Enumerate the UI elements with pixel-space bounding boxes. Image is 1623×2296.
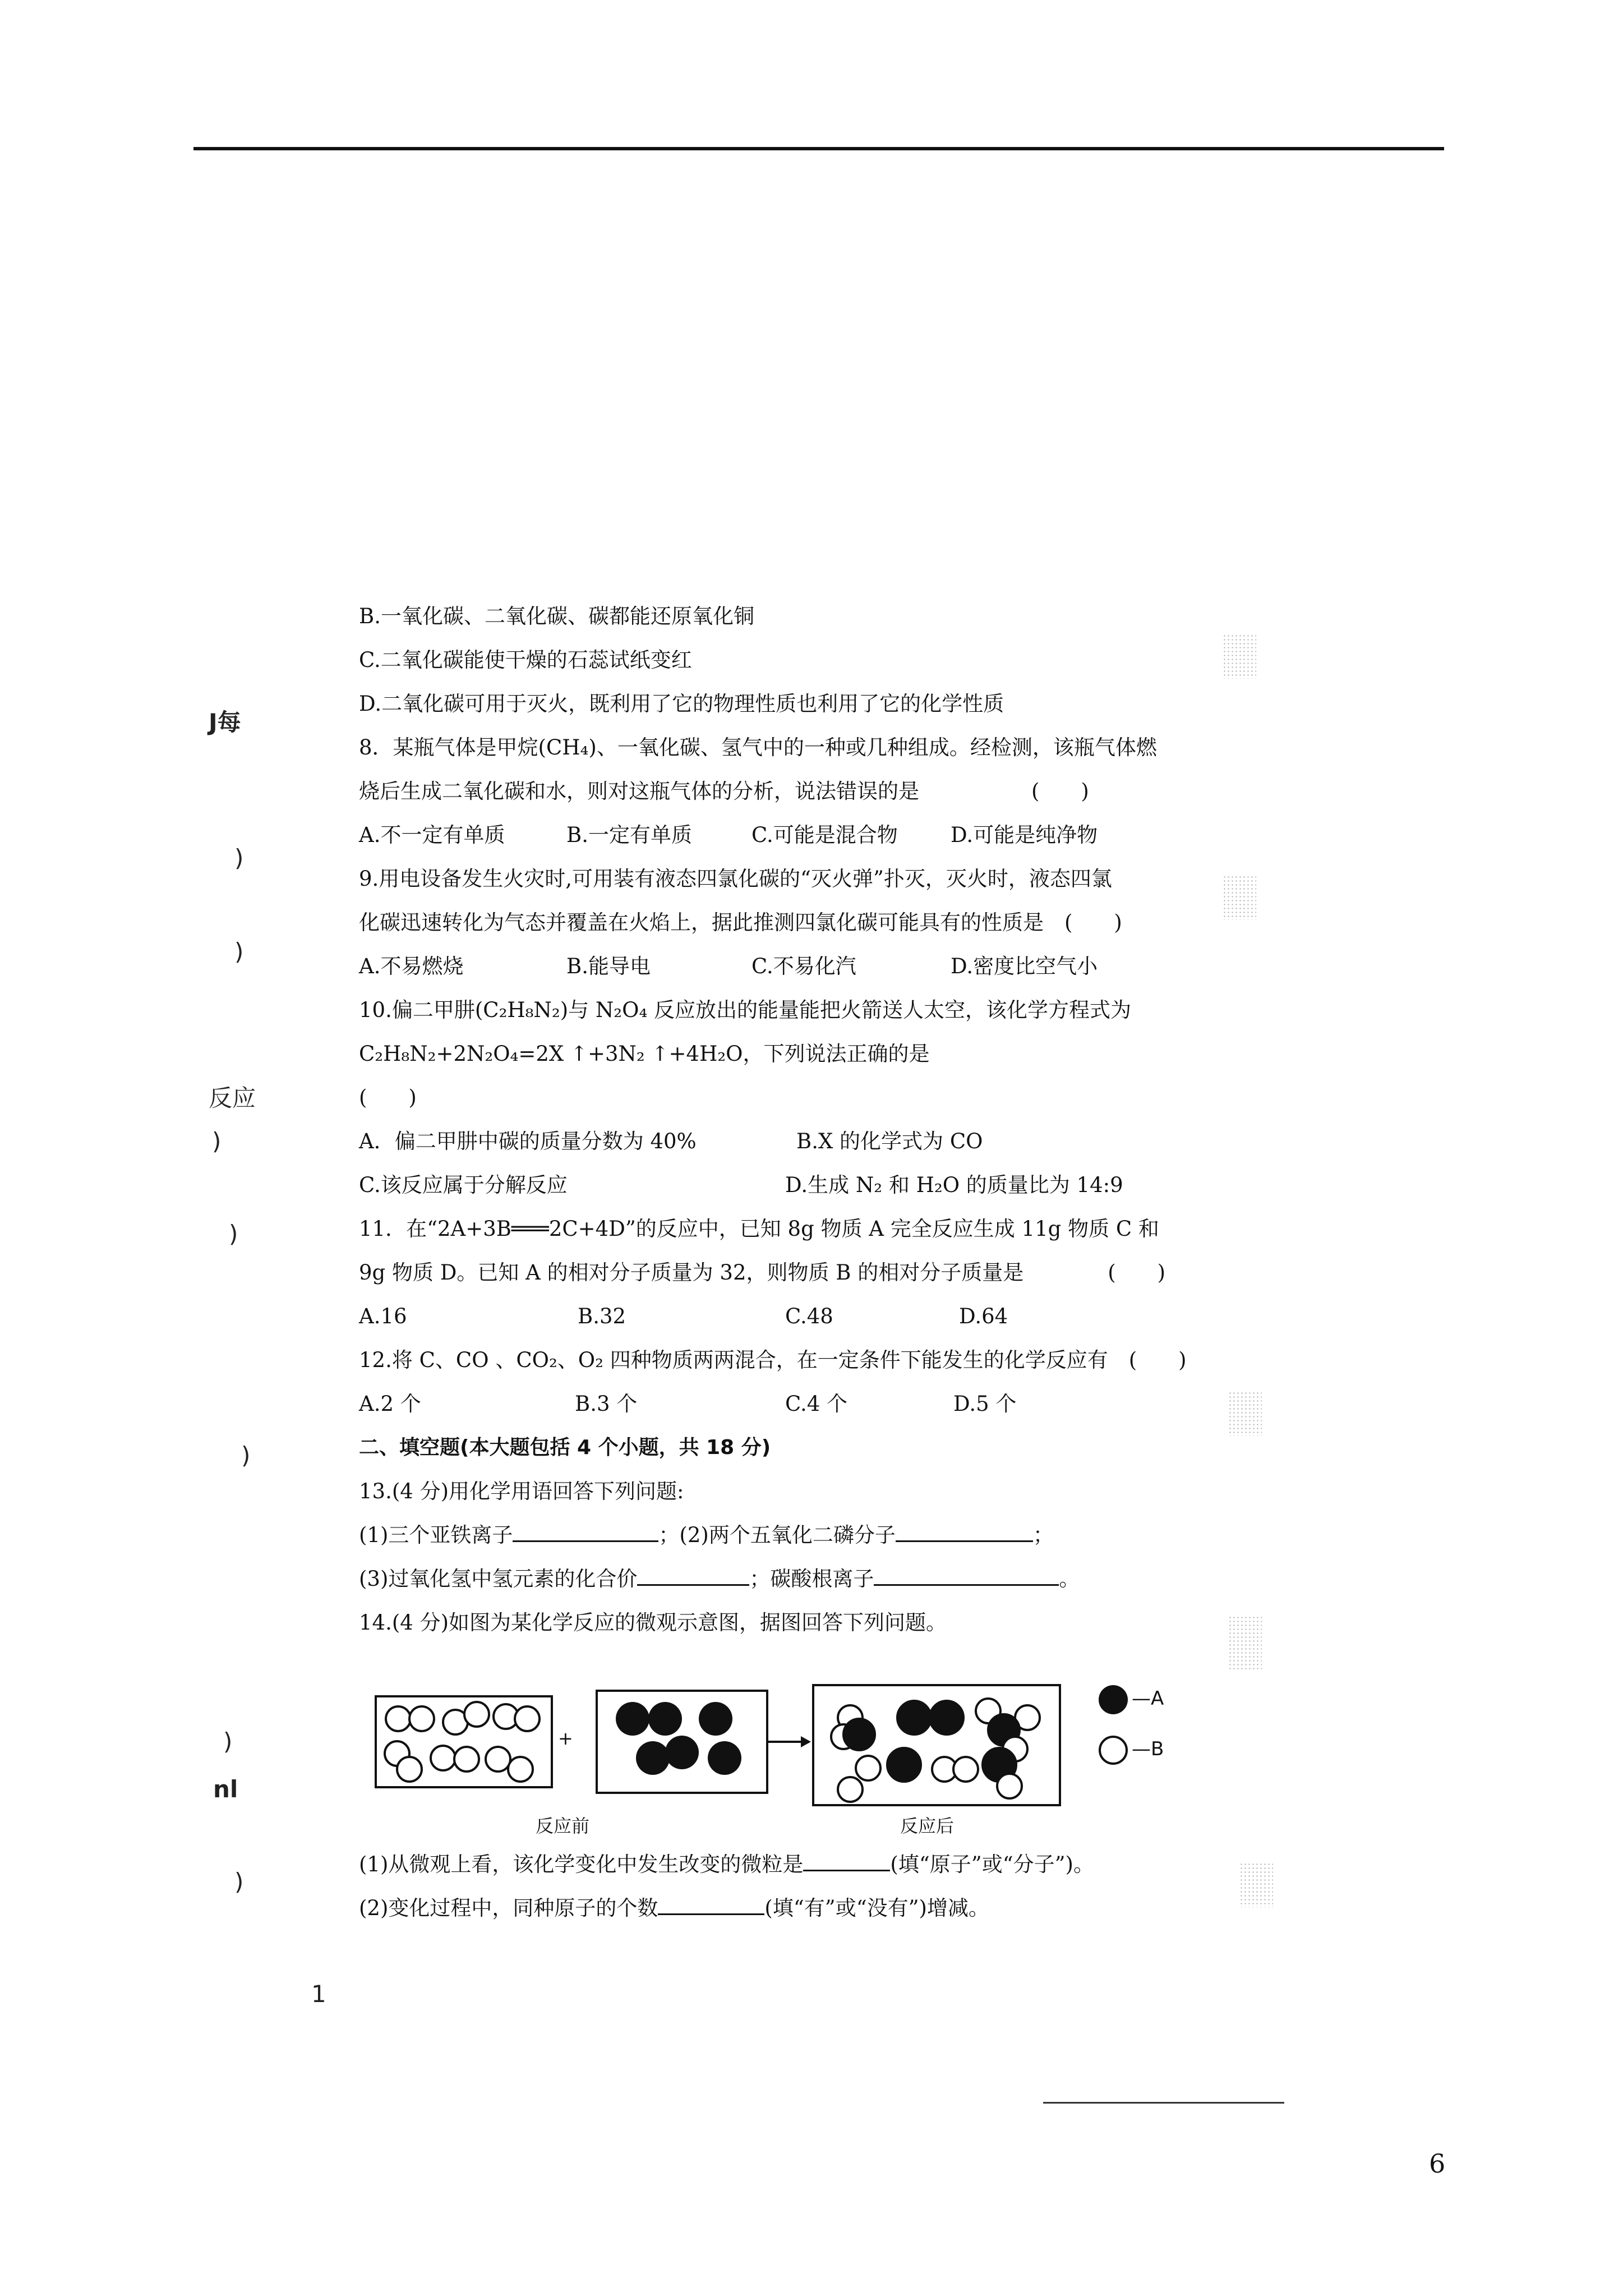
q7-option-c: C.二氧化碳能使干燥的石蕊试纸变红 [359, 648, 692, 672]
q8-answer-bracket[interactable]: ( ) [1031, 779, 1089, 803]
b-molecules [377, 1697, 551, 1786]
q14-answer-blank-1[interactable] [803, 1847, 890, 1871]
scan-noise [1223, 634, 1256, 679]
a-atom [648, 1702, 682, 1736]
q9-stem-line2: 化碳迅速转化为气态并覆盖在火焰上，据此推测四氯化碳可能具有的性质是 ( ) [359, 910, 1122, 935]
b-atom [508, 1757, 533, 1782]
a-atom [616, 1702, 649, 1736]
q13-answer-blank-4[interactable] [874, 1562, 1059, 1586]
label-after-reaction: 反应后 [900, 1815, 955, 1837]
q10-option-b[interactable]: B.X 的化学式为 CO [796, 1129, 983, 1153]
b-atom [386, 1706, 411, 1731]
q12-option-c[interactable]: C.4 个 [785, 1392, 848, 1416]
margin-mark: 反应 [209, 1084, 256, 1112]
question-body [359, 595, 1200, 1645]
q8-option-b[interactable]: B.一定有单质 [566, 823, 692, 847]
a-atom [708, 1741, 741, 1775]
b-atom [397, 1757, 422, 1782]
q10-stem-line2: C₂H₈N₂+2N₂O₄=2X ↑+3N₂ ↑+4H₂O，下列说法正确的是 [359, 1042, 930, 1066]
product-molecules [814, 1686, 1059, 1804]
q11-option-b[interactable]: B.32 [578, 1304, 626, 1328]
q11-option-c[interactable]: C.48 [785, 1304, 833, 1328]
q13-answer-blank-3[interactable] [637, 1562, 749, 1586]
q10-options-row1 [359, 1120, 1200, 1163]
q13-punct: ； [1032, 1523, 1054, 1547]
plus-sign: + [558, 1728, 573, 1749]
q13-part4-label: ；碳酸根离子 [749, 1567, 874, 1591]
a-molecules [598, 1692, 766, 1792]
a-atom [636, 1741, 670, 1775]
q14-part1 [359, 1843, 1094, 1887]
q13-part3-label: (3)过氧化氢中氢元素的化合价 [359, 1567, 638, 1591]
b-atom [454, 1747, 479, 1772]
q8-option-d[interactable]: D.可能是纯净物 [951, 823, 1098, 847]
q7-option-d: D.二氧化碳可用于灭火，既利用了它的物理性质也利用了它的化学性质 [359, 692, 1004, 716]
q8-options [359, 813, 1200, 857]
margin-mark: ) [241, 1442, 251, 1469]
q11-stem-text: 9g 物质 D。已知 A 的相对分子质量为 32，则物质 B 的相对分子质量是 [359, 1260, 1024, 1285]
q13-row1 [359, 1513, 1200, 1557]
q12-option-a[interactable]: A.2 个 [359, 1392, 421, 1416]
q8-option-c[interactable]: C.可能是混合物 [751, 823, 898, 847]
q10-option-c[interactable]: C.该反应属于分解反应 [359, 1173, 568, 1197]
q13-part2-label: ；(2)两个五氧化二磷分子 [658, 1523, 896, 1547]
q9-stem-line1: 9.用电设备发生火灾时,可用装有液态四氯化碳的“灭火弹”扑灭，灭火时，液态四氯 [359, 867, 1112, 891]
legend-a-label: —A [1132, 1687, 1164, 1710]
margin-mark: nl [213, 1775, 238, 1803]
q13-answer-blank-2[interactable] [896, 1518, 1033, 1542]
q14-parts [359, 1843, 1094, 1930]
b-atom [431, 1746, 455, 1770]
margin-mark: J每 [209, 708, 241, 736]
q14-stem: 14.(4 分)如图为某化学反应的微观示意图，据图回答下列问题。 [359, 1611, 947, 1635]
q9-options [359, 945, 1200, 988]
margin-mark: ) [223, 1728, 233, 1755]
b-atom [464, 1702, 489, 1727]
q12-option-b[interactable]: B.3 个 [575, 1392, 638, 1416]
q14-answer-blank-2[interactable] [658, 1891, 764, 1915]
q13-stem: 13.(4 分)用化学用语回答下列问题: [359, 1479, 684, 1503]
legend-b-icon [1096, 1733, 1130, 1767]
scan-noise [1239, 1862, 1273, 1907]
q14-part2-hint: (填“有”或“没有”)增减。 [764, 1896, 989, 1920]
a-atom [699, 1702, 732, 1736]
q10-answer-bracket[interactable]: ( ) [359, 1085, 417, 1110]
q11-stem-line2 [359, 1251, 1200, 1295]
q8-stem-text: 烧后生成二氧化碳和水，则对这瓶气体的分析，说法错误的是 [359, 779, 919, 803]
q9-option-a[interactable]: A.不易燃烧 [359, 954, 464, 978]
q13-row2 [359, 1557, 1200, 1601]
q9-option-d[interactable]: D.密度比空气小 [951, 954, 1098, 978]
scan-noise [1228, 1391, 1262, 1436]
q11-options [359, 1295, 1200, 1338]
q14-part2-text: (2)变化过程中，同种原子的个数 [359, 1896, 658, 1920]
legend-a-icon [1096, 1683, 1130, 1717]
header-rule [193, 147, 1444, 150]
b-atom [409, 1706, 434, 1731]
legend-b-label: —B [1132, 1738, 1164, 1760]
after-box-product [812, 1684, 1061, 1806]
a-atom [843, 1719, 875, 1750]
q10-option-a[interactable]: A．偏二甲肼中碳的质量分数为 40% [359, 1129, 697, 1153]
q8-stem-line1: 8．某瓶气体是甲烷(CH₄)、一氧化碳、氢气中的一种或几种组成。经检测，该瓶气体燃 [359, 735, 1157, 760]
q14-part2 [359, 1887, 1094, 1930]
margin-mark: ) [229, 1220, 238, 1248]
q11-stem-line1: 11．在“2A+3B═══2C+4D”的反应中，已知 8g 物质 A 完全反应生成 11g 物质 C 和 [359, 1217, 1159, 1241]
q12-options [359, 1382, 1200, 1426]
q14-part1-hint: (填“原子”或“分子”)。 [890, 1852, 1094, 1876]
q12-option-d[interactable]: D.5 个 [953, 1392, 1017, 1416]
before-box-reactant-2 [596, 1690, 768, 1794]
reaction-diagram [365, 1677, 1206, 1837]
q11-answer-bracket[interactable]: ( ) [1108, 1260, 1166, 1285]
a-atom [897, 1701, 931, 1734]
margin-mark: ) [234, 938, 244, 965]
section-title: 二、填空题(本大题包括 4 个小题，共 18 分) [359, 1436, 771, 1459]
q9-option-b[interactable]: B.能导电 [566, 954, 651, 978]
q13-part1-label: (1)三个亚铁离子 [359, 1523, 513, 1547]
b-atom [486, 1747, 510, 1772]
b-atom [515, 1706, 540, 1731]
margin-mark: 1 [311, 1980, 326, 2008]
margin-mark: ) [212, 1128, 222, 1155]
q14-part1-text: (1)从微观上看，该化学变化中发生改变的微粒是 [359, 1852, 804, 1876]
scan-noise [1228, 1616, 1262, 1672]
footer-rule [1043, 2102, 1284, 2104]
q9-option-c[interactable]: C.不易化汽 [751, 954, 856, 978]
label-before-reaction: 反应前 [536, 1815, 590, 1837]
q8-stem-line2 [359, 770, 1200, 813]
arrow-icon [766, 1733, 811, 1750]
q10-option-d[interactable]: D.生成 N₂ 和 H₂O 的质量比为 14:9 [785, 1173, 1123, 1197]
margin-mark: ) [234, 844, 244, 872]
b-atom [997, 1774, 1022, 1798]
q12-stem: 12.将 C、CO 、CO₂、O₂ 四种物质两两混合，在一定条件下能发生的化学反应有 ( ) [359, 1348, 1187, 1372]
q11-option-d[interactable]: D.64 [959, 1304, 1008, 1328]
q10-stem-line1: 10.偏二甲肼(C₂H₈N₂)与 N₂O₄ 反应放出的能量能把火箭送人太空，该化学方程式为 [359, 998, 1132, 1022]
before-box-reactant-1 [375, 1695, 553, 1788]
b-atom [856, 1756, 880, 1780]
q7-option-b: B.一氧化碳、二氧化碳、碳都能还原氧化铜 [359, 604, 754, 628]
b-atom [838, 1777, 863, 1802]
q13-punct: 。 [1059, 1567, 1080, 1591]
q13-answer-blank-1[interactable] [513, 1518, 658, 1542]
margin-mark: ) [234, 1868, 244, 1895]
q11-option-a[interactable]: A.16 [359, 1304, 407, 1328]
b-atom [953, 1757, 978, 1782]
page-number: 6 [1429, 2148, 1446, 2179]
a-atom [887, 1748, 921, 1782]
a-atom [930, 1701, 963, 1734]
scan-noise [1223, 875, 1256, 920]
q8-option-a[interactable]: A.不一定有单质 [359, 823, 505, 847]
a-atom [665, 1736, 699, 1769]
q10-options-row2 [359, 1163, 1200, 1207]
